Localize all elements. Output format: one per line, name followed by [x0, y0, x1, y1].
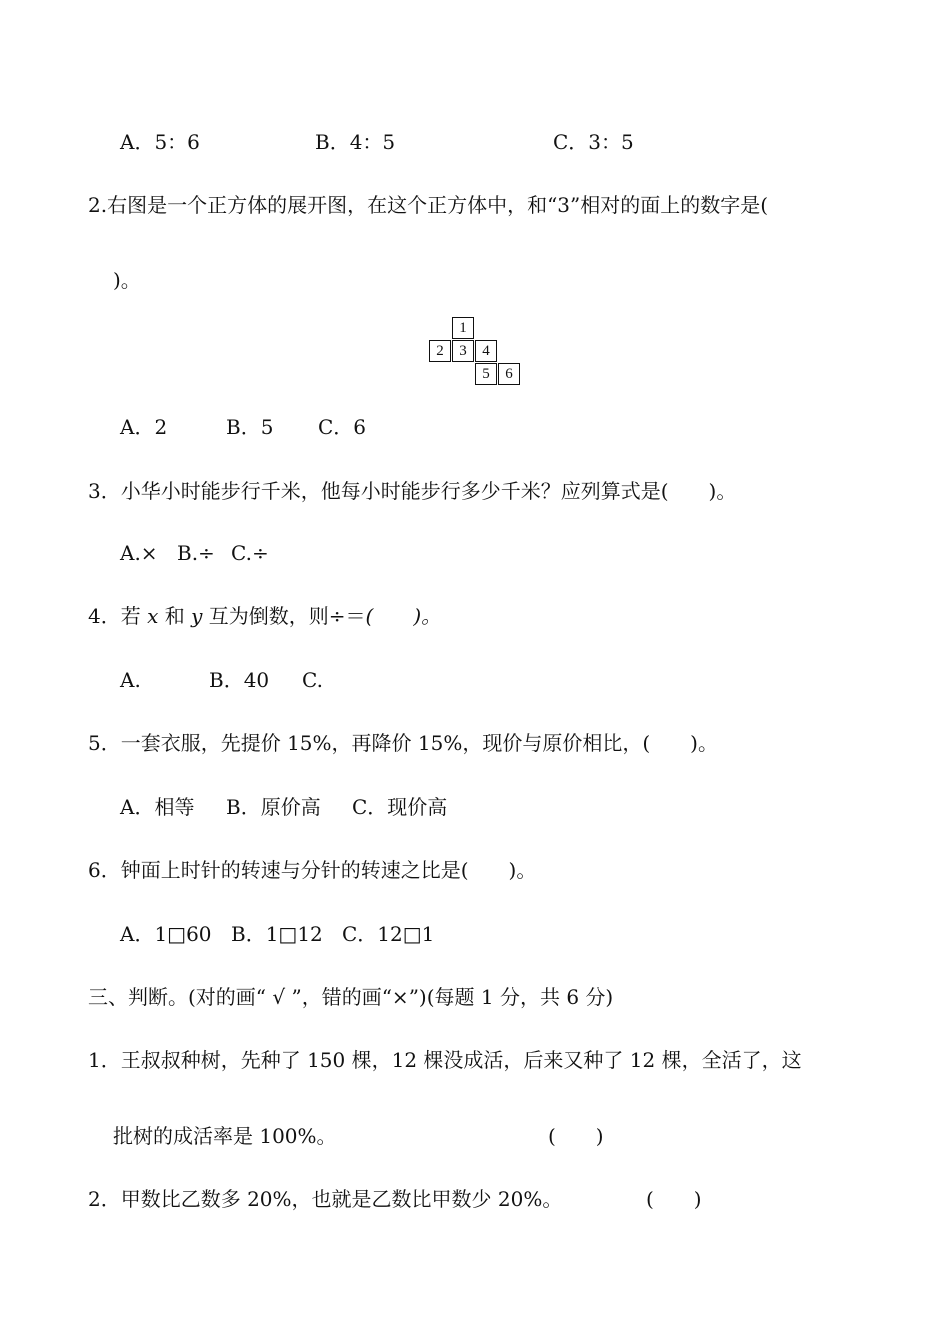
q3-option-b: B.÷ — [177, 541, 215, 565]
j1-stem-line1: 1．王叔叔种树，先种了 150 棵，12 棵没成活，后来又种了 12 棵，全活了，这 — [88, 1048, 802, 1072]
q2-stem-end: )。 — [113, 268, 141, 292]
j2-stem: 2．甲数比乙数多 20%，也就是乙数比甲数少 20%。 — [88, 1187, 563, 1211]
section3-title: 三、判断。(对的画“ √ ”，错的画“×”)(每题 1 分，共 6 分) — [88, 985, 614, 1009]
net-cell-6: 6 — [498, 363, 520, 385]
q4-option-c: C. — [302, 668, 323, 692]
j1-answer-blank[interactable]: ( ) — [548, 1124, 604, 1148]
q2-option-a: A．2 — [120, 415, 168, 439]
j2-answer-blank[interactable]: ( ) — [646, 1187, 702, 1211]
q4-var-x: x — [147, 604, 159, 628]
q5-option-c: C．现价高 — [352, 795, 448, 819]
net-cell-2: 2 — [429, 340, 451, 362]
q1-option-b: B．4：5 — [315, 130, 396, 154]
q4-blank: ( )。 — [365, 604, 442, 628]
net-cell-4: 4 — [475, 340, 497, 362]
q4-var-y: y — [191, 604, 203, 628]
q4-mid: 和 — [158, 604, 192, 628]
q2-option-c: C．6 — [318, 415, 367, 439]
q1-option-c: C．3：5 — [553, 130, 634, 154]
q4-prefix: 4．若 — [88, 604, 148, 628]
q1-option-a: A．5：6 — [120, 130, 200, 154]
j1-stem-line2: 批树的成活率是 100%。 — [113, 1124, 337, 1148]
q4-option-b: B．40 — [209, 668, 270, 692]
net-cell-1: 1 — [452, 317, 474, 339]
q6-option-c: C．12□1 — [342, 922, 435, 946]
q2-stem: 2.右图是一个正方体的展开图，在这个正方体中，和“3”相对的面上的数字是( — [88, 193, 769, 217]
net-cell-5: 5 — [475, 363, 497, 385]
q4-option-a: A. — [120, 668, 141, 692]
q4-stem — [88, 604, 441, 628]
net-cell-3: 3 — [452, 340, 474, 362]
q6-option-b: B．1□12 — [231, 922, 323, 946]
q2-option-b: B．5 — [226, 415, 274, 439]
q5-option-b: B．原价高 — [226, 795, 321, 819]
q3-stem: 3．小华小时能步行千米，他每小时能步行多少千米？应列算式是( )。 — [88, 479, 737, 503]
q3-option-a: A.× — [120, 541, 158, 565]
q4-suffix: 互为倒数，则÷＝ — [202, 604, 366, 628]
q5-option-a: A．相等 — [120, 795, 195, 819]
q6-option-a: A．1□60 — [120, 922, 212, 946]
cube-net-figure — [428, 316, 524, 388]
q3-option-c: C.÷ — [231, 541, 269, 565]
q6-stem: 6．钟面上时针的转速与分针的转速之比是( )。 — [88, 858, 537, 882]
q5-stem: 5．一套衣服，先提价 15%，再降价 15%，现价与原价相比，( )。 — [88, 731, 718, 755]
